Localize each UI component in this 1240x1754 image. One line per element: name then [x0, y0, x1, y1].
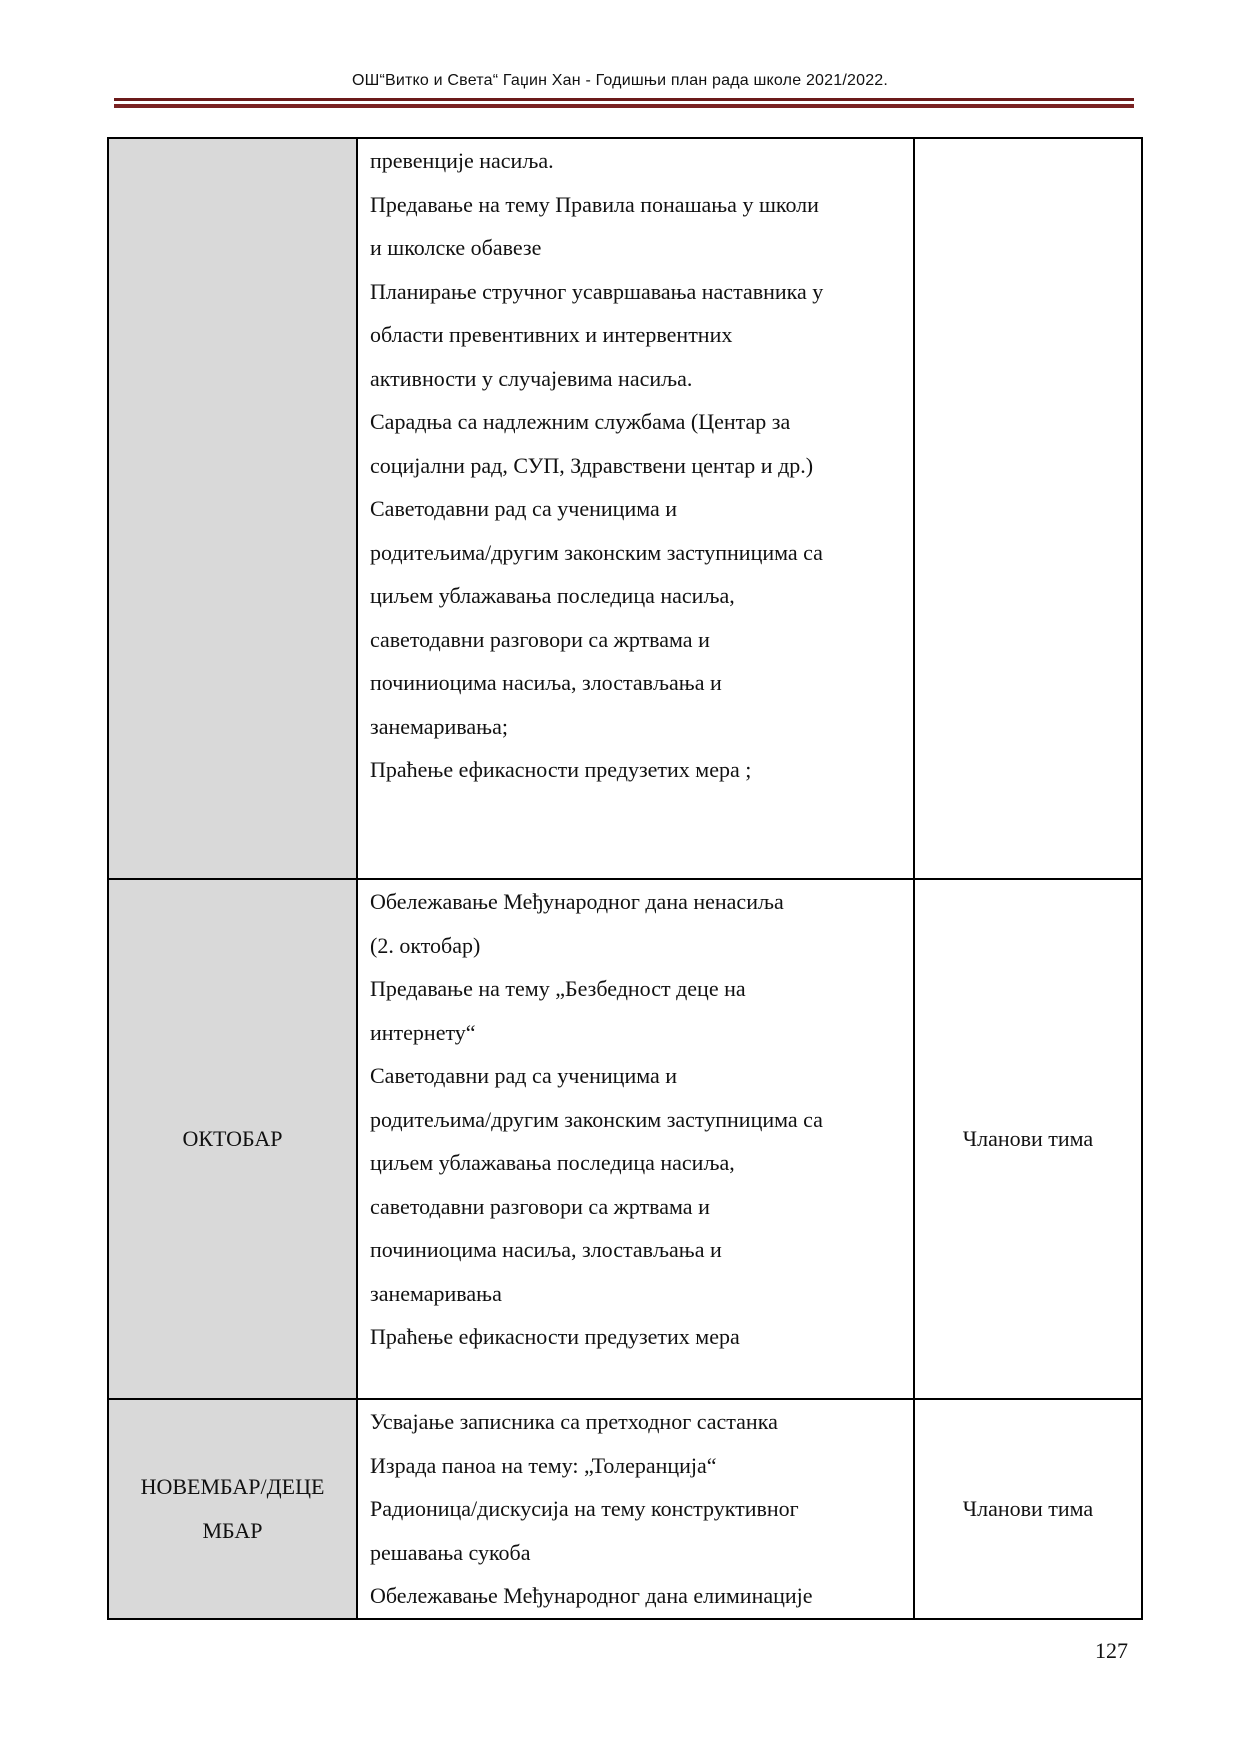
- activity-line: саветодавни разговори са жртвама и: [370, 1193, 710, 1219]
- responsible-cell: Чланови тима: [914, 1399, 1142, 1619]
- activity-line: саветодавни разговори са жртвама и: [370, 626, 710, 652]
- activity-line: починиоцима насиља, злостављања и: [370, 1237, 722, 1262]
- activity-line: (2. октобар): [370, 932, 481, 958]
- activity-line: занемаривања;: [370, 713, 508, 739]
- month-cell: [108, 138, 357, 879]
- page-number: 127: [1095, 1638, 1128, 1663]
- activity-line: Радионица/дискусија на тему конструктивног: [370, 1496, 799, 1521]
- activity-line: Обележавање Међународног дана ненасиља: [370, 889, 784, 914]
- activity-line: занемаривања: [370, 1280, 502, 1306]
- activity-line: циљем ублажавања последица насиља,: [370, 1150, 735, 1175]
- table-row: [108, 1399, 1142, 1619]
- activity-line: починиоцима насиља, злостављања и: [370, 670, 722, 695]
- header-rule-thick: [114, 104, 1134, 108]
- month-line: МБАР: [202, 1518, 263, 1543]
- activity-line: циљем ублажавања последица насиља,: [370, 583, 735, 608]
- activity-line: Израда паноа на тему: „Толеранција“: [370, 1452, 717, 1478]
- month-line: НОВЕМБАР/ДЕЦЕ: [140, 1474, 325, 1499]
- activity-line: Предавање на тему „Безбедност деце на: [370, 976, 746, 1001]
- table-row: [108, 138, 1142, 879]
- activity-line: Предавање на тему Правила понашања у школи: [370, 191, 819, 217]
- activity-line: социјални рад, СУП, Здравствени центар и др.): [370, 452, 814, 478]
- activity-line: и школске обавезе: [370, 235, 542, 260]
- activities-cell: [357, 1399, 914, 1619]
- activity-line: решавања сукоба: [370, 1539, 531, 1565]
- activity-list: [370, 880, 901, 1359]
- activity-line: родитељима/другим законским заступницима са: [370, 1106, 823, 1132]
- activities-cell: [357, 879, 914, 1399]
- activity-line: Саветодавни рад са ученицима и: [370, 496, 678, 521]
- page-header: ОШ“Витко и Света“ Гаџин Хан - Годишњи план рада школе 2021/2022.: [351, 72, 889, 89]
- activity-line: интернету“: [370, 1019, 476, 1045]
- activity-line: области превентивних и интервентних: [370, 322, 733, 347]
- activity-line: родитељима/другим законским заступницима са: [370, 539, 823, 565]
- activity-line: Праћење ефикасности предузетих мера: [370, 1324, 740, 1349]
- month-cell: ОКТОБАР: [108, 879, 357, 1399]
- header-rule-thin: [114, 98, 1134, 101]
- responsible-cell: Чланови тима: [914, 879, 1142, 1399]
- activity-line: Усвајање записника са претходног састанка: [370, 1409, 778, 1434]
- activities-cell: [357, 138, 914, 879]
- activity-line: Обележавање Међународног дана елиминације: [370, 1583, 813, 1608]
- month-cell: [108, 1399, 357, 1619]
- table-row: [108, 879, 1142, 1399]
- activity-plan-table: [107, 137, 1143, 1620]
- activity-line: Праћење ефикасности предузетих мера ;: [370, 757, 752, 782]
- activity-list: [370, 139, 901, 792]
- activity-line: активности у случајевима насиља.: [370, 365, 693, 391]
- activity-list: [370, 1400, 901, 1618]
- activity-line: Саветодавни рад са ученицима и: [370, 1063, 678, 1088]
- activity-line: Сарадња са надлежним службама (Центар за: [370, 409, 791, 434]
- responsible-cell: [914, 138, 1142, 879]
- activity-line: превенције насиља.: [370, 148, 554, 173]
- activity-line: Планирање стручног усавршавања наставника у: [370, 278, 824, 304]
